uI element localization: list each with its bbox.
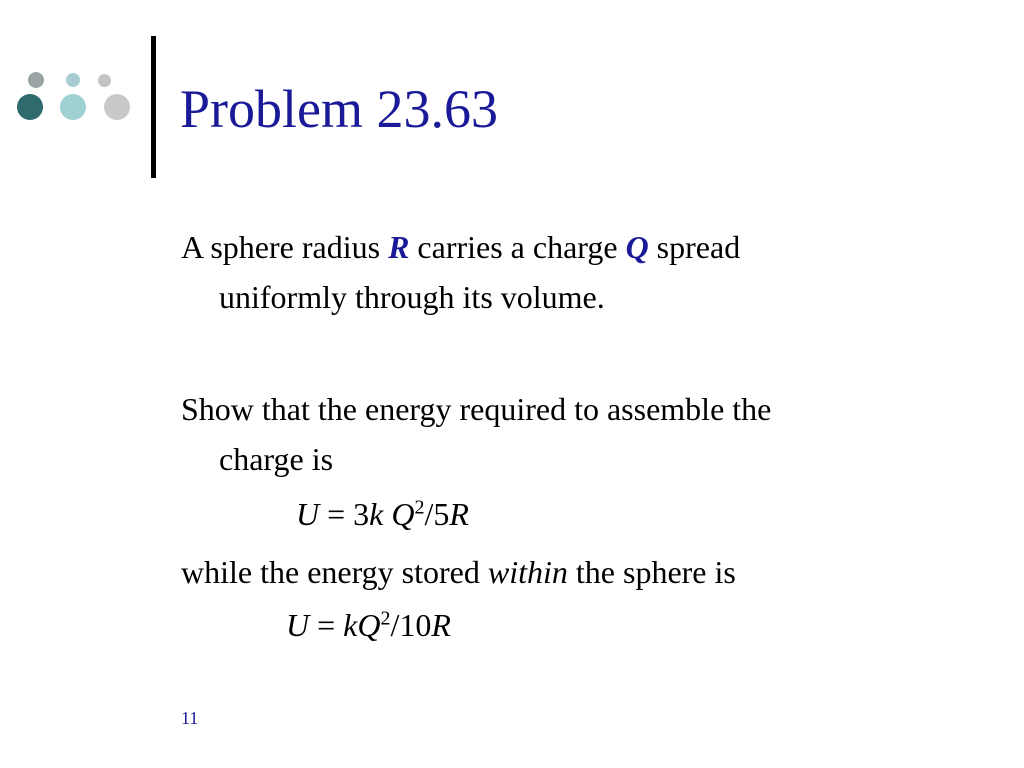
statement-text: carries a charge <box>409 229 626 265</box>
equation-symbol: kQ <box>343 607 381 643</box>
emphasis-text: within <box>487 554 568 590</box>
equation-text: /5 <box>424 496 450 532</box>
page-number: 11 <box>181 708 199 728</box>
decorative-dot-icon <box>98 74 111 87</box>
equation-assembly-energy <box>296 494 469 534</box>
equation-exponent: 2 <box>414 496 425 519</box>
equation-symbol: U <box>296 496 320 532</box>
title-divider <box>151 36 156 178</box>
equation-text: = <box>309 607 344 643</box>
decorative-dot-icon <box>66 73 80 87</box>
charge-variable: Q <box>625 229 649 265</box>
decorative-dot-icon <box>60 94 86 120</box>
statement-text: the sphere is <box>567 554 736 590</box>
task-text: Show that the energy required to assemble the <box>181 391 772 427</box>
equation-symbol: R <box>431 607 451 643</box>
statement-text: spread <box>648 229 741 265</box>
decorative-dot-icon <box>104 94 130 120</box>
equation-text: /10 <box>390 607 432 643</box>
statement-text: while the energy stored <box>181 554 488 590</box>
equation-symbol: U <box>286 607 310 643</box>
equation-symbol: k <box>369 496 384 532</box>
equation-exponent: 2 <box>380 607 391 630</box>
slide-title: Problem 23.63 <box>180 79 498 139</box>
decorative-dot-icon <box>17 94 43 120</box>
decorative-dot-icon <box>28 72 44 88</box>
task-statement <box>181 384 961 484</box>
equation-stored-energy <box>286 605 451 645</box>
radius-variable: R <box>388 229 410 265</box>
task-text: charge is <box>219 441 334 477</box>
statement-text: A sphere radius <box>181 229 389 265</box>
equation-symbol: Q <box>391 496 415 532</box>
problem-statement <box>181 222 961 322</box>
stored-energy-statement <box>181 547 961 597</box>
statement-text: uniformly through its volume. <box>219 279 605 315</box>
equation-symbol: R <box>449 496 469 532</box>
equation-text: = 3 <box>319 496 370 532</box>
